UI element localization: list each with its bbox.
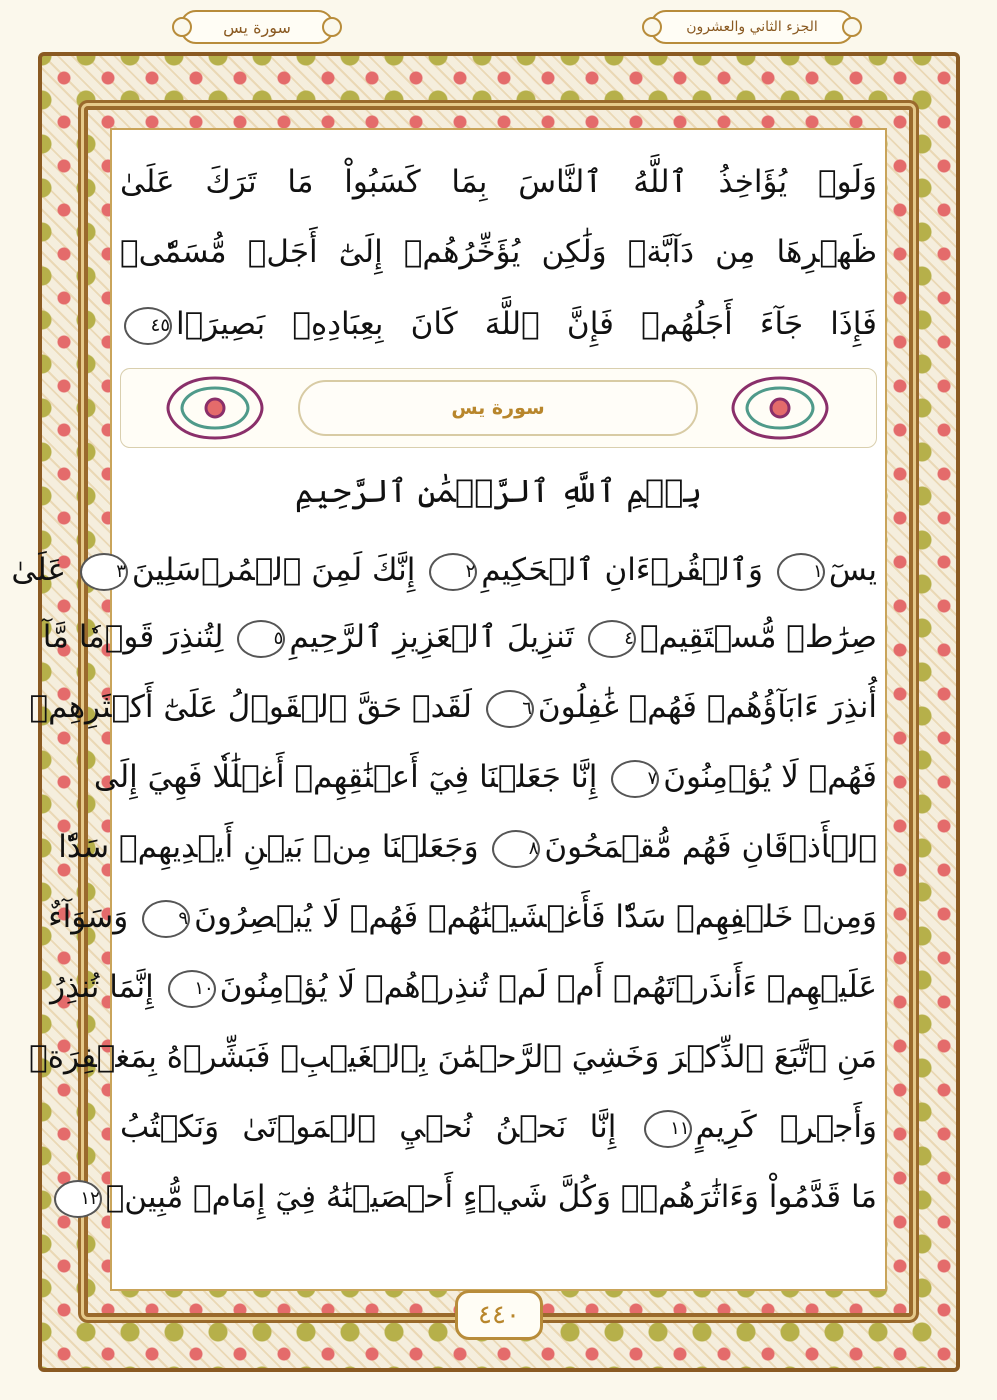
text-line-6: أُنذِرَ ءَابَآؤُهُمۡ فَهُمۡ غَٰفِلُونَ٦ لَقَدۡ حَقَّ ٱلۡقَوۡلُ عَلَىٰٓ أَكۡثَرِهِمۡ (120, 675, 877, 739)
ayah-marker: ٦ (486, 690, 534, 728)
banner-ornament-right-icon (725, 372, 835, 444)
text-line-7: فَهُمۡ لَا يُؤۡمِنُونَ٧ إِنَّا جَعَلۡنَا فِيٓ أَعۡنَٰقِهِمۡ أَغۡلَٰلٗا فَهِيَ إِلَى (120, 745, 877, 809)
ayah-marker: ٧ (611, 760, 659, 798)
text-line-13: مَا قَدَّمُواْ وَءَاثَٰرَهُمۡۚ وَكُلَّ شَيۡءٍ أَحۡصَيۡنَٰهُ فِيٓ إِمَامٖ مُّبِينٖ١٢ (120, 1165, 877, 1229)
ayah-marker: ١١ (644, 1110, 692, 1148)
text-line-11: مَنِ ٱتَّبَعَ ٱلذِّكۡرَ وَخَشِيَ ٱلرَّحۡمَٰنَ بِٱلۡغَيۡبِۖ فَبَشِّرۡهُ بِمَغۡفِرَةٖ (29, 1039, 877, 1075)
text-line-8: ٱلۡأَذۡقَانِ فَهُم مُّقۡمَحُونَ٨ وَجَعَلۡنَا مِنۢ بَيۡنِ أَيۡدِيهِمۡ سَدّٗا (120, 815, 877, 879)
text-line-5: صِرَٰطٖ مُّسۡتَقِيمٖ٤ تَنزِيلَ ٱلۡعَزِيزِ ٱلرَّحِيمِ٥ لِتُنذِرَ قَوۡمٗا مَّآ (120, 605, 877, 669)
text-line-3: فَإِذَا جَآءَ أَجَلُهُمۡ فَإِنَّ ٱللَّهَ كَانَ بِعِبَادِهِۦ بَصِيرَۢا٤٥ (120, 292, 877, 356)
text-line-10: عَلَيۡهِمۡ ءَأَنذَرۡتَهُمۡ أَمۡ لَمۡ تُنذِرۡهُمۡ لَا يُؤۡمِنُونَ١٠ إِنَّمَا تُنذِرُ (120, 955, 877, 1019)
basmala: بِسۡمِ ٱللَّهِ ٱلرَّحۡمَٰنِ ٱلرَّحِيمِ (294, 472, 703, 510)
ayah-marker: ٤٥ (124, 307, 172, 345)
ayah-marker: ٨ (492, 830, 540, 868)
ayah-marker: ١٢ (54, 1180, 102, 1218)
ayah-marker: ١ (777, 553, 825, 591)
text-line-9: وَمِنۡ خَلۡفِهِمۡ سَدّٗا فَأَغۡشَيۡنَٰهُمۡ فَهُمۡ لَا يُبۡصِرُونَ٩ وَسَوَآءٌ (120, 885, 877, 949)
text-line-4: يسٓ١ وَٱلۡقُرۡءَانِ ٱلۡحَكِيمِ٢ إِنَّكَ لَمِنَ ٱلۡمُرۡسَلِينَ٣ عَلَىٰ (120, 538, 877, 602)
surah-name: سورة يس (298, 380, 698, 436)
ayah-marker: ٥ (237, 620, 285, 658)
text-line-12: وَأَجۡرٖ كَرِيمٍ١١ إِنَّا نَحۡنُ نُحۡيِ ٱلۡمَوۡتَىٰ وَنَكۡتُبُ (120, 1095, 877, 1159)
ayah-marker: ٣ (80, 553, 128, 591)
page-number: ٤٤٠ (455, 1290, 543, 1340)
ayah-marker: ٤ (588, 620, 636, 658)
ayah-marker: ٢ (429, 553, 477, 591)
ayah-marker: ١٠ (168, 970, 216, 1008)
banner-ornament-left-icon (160, 372, 270, 444)
juz-header-label: الجزء الثاني والعشرون (650, 10, 854, 44)
text-line-2: ظَهۡرِهَا مِن دَآبَّةٖ وَلَٰكِن يُؤَخِّرُهُمۡ إِلَىٰٓ أَجَلٖ مُّسَمّٗىۖ (120, 234, 877, 270)
surah-header-label: سورة يس (180, 10, 334, 44)
text-line-1: وَلَوۡ يُؤَاخِذُ ٱللَّهُ ٱلنَّاسَ بِمَا كَسَبُواْ مَا تَرَكَ عَلَىٰ (120, 164, 877, 200)
ayah-marker: ٩ (142, 900, 190, 938)
